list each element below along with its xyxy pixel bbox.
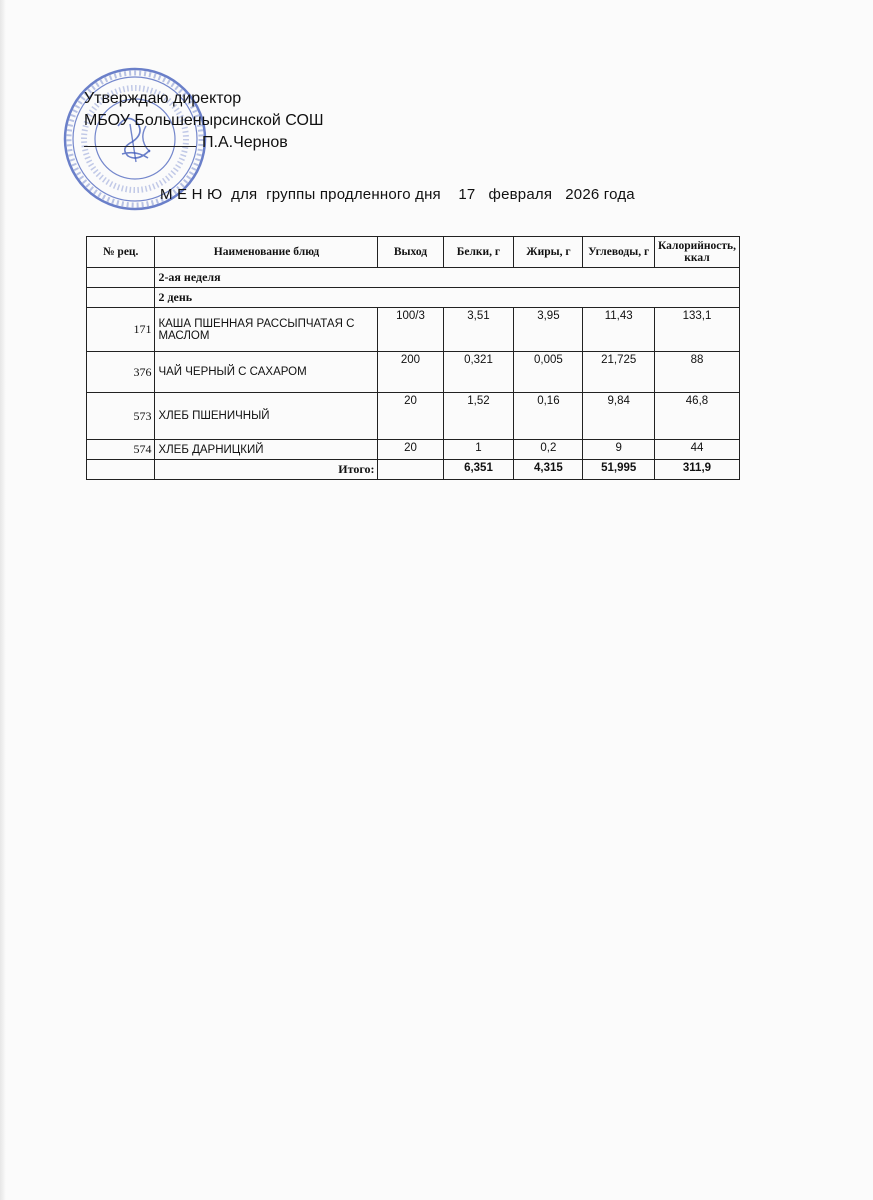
menu-table <box>86 236 740 480</box>
col-header-carbs: Углеводы, г <box>583 237 655 268</box>
dish-protein: 1 <box>443 440 514 460</box>
table-row <box>87 352 740 393</box>
col-header-rec: № рец. <box>87 237 155 268</box>
day-row <box>87 288 740 308</box>
approval-block <box>84 88 324 154</box>
approval-line2: МБОУ Большенырсинской СОШ <box>84 112 324 129</box>
total-label: Итого: <box>155 460 378 480</box>
dish-kcal: 133,1 <box>654 308 739 352</box>
total-fat: 4,315 <box>514 460 583 480</box>
dish-kcal: 46,8 <box>654 393 739 440</box>
week-label: 2-ая неделя <box>155 268 740 288</box>
total-row <box>87 460 740 480</box>
rec-number: 171 <box>87 308 155 352</box>
dish-protein: 0,321 <box>443 352 514 393</box>
col-header-kcal: Калорийность, ккал <box>654 237 739 268</box>
rec-number: 573 <box>87 393 155 440</box>
page-title: М Е Н Ю для группы продленного дня 17 февраля 2026 года <box>160 186 635 203</box>
dish-protein: 3,51 <box>443 308 514 352</box>
rec-number: 376 <box>87 352 155 393</box>
scan-edge-left <box>0 0 6 1200</box>
dish-name: ХЛЕБ ДАРНИЦКИЙ <box>155 440 378 460</box>
rec-number: 574 <box>87 440 155 460</box>
dish-fat: 0,005 <box>514 352 583 393</box>
table-row <box>87 440 740 460</box>
dish-output: 200 <box>378 352 443 393</box>
col-header-name: Наименование блюд <box>155 237 378 268</box>
dish-output: 20 <box>378 440 443 460</box>
table-row <box>87 393 740 440</box>
col-header-fat: Жиры, г <box>514 237 583 268</box>
dish-kcal: 44 <box>654 440 739 460</box>
dish-carbs: 9,84 <box>583 393 655 440</box>
dish-carbs: 11,43 <box>583 308 655 352</box>
dish-output: 100/3 <box>378 308 443 352</box>
week-row <box>87 268 740 288</box>
col-header-protein: Белки, г <box>443 237 514 268</box>
dish-name: ХЛЕБ ПШЕНИЧНЫЙ <box>155 393 378 440</box>
total-protein: 6,351 <box>443 460 514 480</box>
table-header-row <box>87 237 740 268</box>
dish-fat: 3,95 <box>514 308 583 352</box>
dish-carbs: 9 <box>583 440 655 460</box>
total-kcal: 311,9 <box>654 460 739 480</box>
dish-fat: 0,2 <box>514 440 583 460</box>
day-label: 2 день <box>155 288 740 308</box>
dish-output: 20 <box>378 393 443 440</box>
approval-signature <box>84 132 324 154</box>
dish-name: КАША ПШЕННАЯ РАССЫПЧАТАЯ С МАСЛОМ <box>155 308 378 352</box>
dish-kcal: 88 <box>654 352 739 393</box>
dish-fat: 0,16 <box>514 393 583 440</box>
dish-name: ЧАЙ ЧЕРНЫЙ С САХАРОМ <box>155 352 378 393</box>
signer-name: П.А.Чернов <box>202 134 288 151</box>
approval-line1: Утверждаю директор <box>84 90 242 107</box>
col-header-output: Выход <box>378 237 443 268</box>
table-row <box>87 308 740 352</box>
dish-carbs: 21,725 <box>583 352 655 393</box>
dish-protein: 1,52 <box>443 393 514 440</box>
signature-line <box>84 132 196 147</box>
total-carbs: 51,995 <box>583 460 655 480</box>
